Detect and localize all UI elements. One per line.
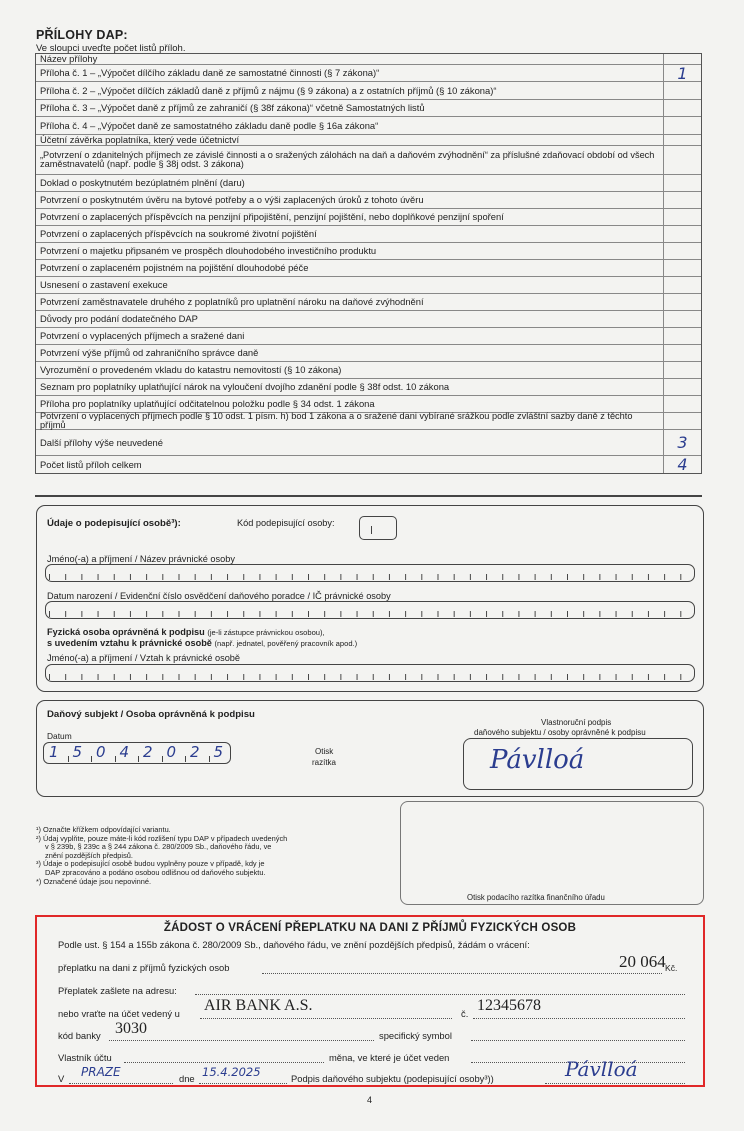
stamp-label-2: razítka [312,758,337,767]
attachment-row [36,456,701,473]
birth-label: Datum narození / Evidenční číslo osvědčení daňového poradce / IČ právnické osoby [47,591,391,601]
footnote-line: *) Označené údaje jsou nepovinné. [36,876,152,886]
place-label: V [58,1073,65,1084]
attachment-count[interactable] [664,243,701,259]
attachment-row [36,82,701,100]
attachment-count[interactable]: 4 [677,455,688,474]
attachment-row [36,379,701,396]
date-label-refund: dne [179,1073,195,1084]
attachment-label: Příloha č. 4 – „Výpočet daně ze samostatného základu daně podle § 16a zákona“ [36,117,664,134]
name-field[interactable] [45,564,695,582]
footnote-line: DAP zpracováno a podáno osobou odlišnou od daňového subjektu. [45,867,266,877]
auth-small-1: (je-li zástupce právnickou osobou), [207,628,325,637]
account-number[interactable]: 12345678 [477,997,541,1014]
attachment-count[interactable] [664,277,701,293]
stamp-label-1: Otisk [315,747,334,756]
refund-signature[interactable]: Pávlloá [565,1057,638,1081]
currency-label: měna, ve které je účet veden [329,1052,450,1063]
attachment-label: Potvrzení o vyplacených příjmech a sražené dani [36,328,664,344]
office-stamp-label: Otisk podacího razítka finančního úřadu [467,893,605,902]
footnotes [36,826,356,886]
date-digit: 0 [96,743,106,761]
refund-request-section [35,915,705,1087]
address-label: Přeplatek zašlete na adresu: [58,985,177,996]
attachment-label: Počet listů příloh celkem [36,456,664,473]
sign-label: Podpis daňového subjektu (podepisující osoby³)) [291,1073,494,1084]
date-label: Datum [47,731,72,741]
attachment-row [36,146,701,175]
attachment-count[interactable] [664,175,701,191]
attachment-row [36,430,701,456]
attachment-label: Seznam pro poplatníky uplatňující nárok na vyloučení dvojího zdanění podle § 38f odst. 10 zákona [36,379,664,395]
attachment-label: Název přílohy [36,54,664,64]
attachment-label: Potvrzení o zaplaceném pojistném na pojištění dlouhodobé péče [36,260,664,276]
attachment-label: Potvrzení o zaplacených příspěvcích na soukromé životní pojištění [36,226,664,242]
attachment-count[interactable] [664,209,701,225]
bank-code-label: kód banky [58,1030,101,1041]
date-digit: 0 [166,743,177,761]
footnote-line: v § 239b, § 239c a § 244 zákona č. 280/2009 Sb., daňového řádu, ve [45,842,272,852]
auth-bold-2: s uvedením vztahu k právnické osobě [47,638,212,648]
attachment-label: Doklad o poskytnutém bezúplatném plnění (daru) [36,175,664,191]
auth-bold-1: Fyzická osoba oprávněná k podpisu [47,627,205,637]
attachment-count[interactable] [664,413,701,429]
attachment-label: Vyrozumění o provedeném vkladu do katastru nemovitostí (§ 10 zákona) [36,362,664,378]
attachment-count[interactable]: 3 [677,433,688,452]
attachment-count[interactable] [664,362,701,378]
attachment-count[interactable] [664,294,701,310]
attachment-row [36,192,701,209]
attachment-label: Příloha č. 2 – „Výpočet dílčích základů daně z příjmů z nájmu (§ 9 zákona) a z ostatních příjmů (§ 10 zákona)“ [36,82,664,99]
name-label: Jméno(-a) a příjmení / Název právnické osoby [47,554,235,564]
subject-title: Daňový subjekt / Osoba oprávněná k podpisu [47,709,255,720]
attachment-row [36,209,701,226]
attachment-row [36,54,701,65]
attachment-row [36,410,701,430]
attachments-title: PŘÍLOHY DAP: [36,28,128,42]
refund-amount[interactable]: 20 064 [619,952,666,971]
signer-title: Údaje o podepisující osobě³): [47,518,181,529]
attachment-label: Potvrzení o poskytnutém úvěru na bytové potřeby a o výši zaplacených úroků z tohoto úvěru [36,192,664,208]
attachment-row [36,311,701,328]
auth-line-2 [47,638,357,648]
auth-line-1 [47,627,325,637]
attachment-count[interactable]: 1 [677,63,688,83]
bank-code[interactable]: 3030 [115,1020,147,1037]
attachment-label: Příloha pro poplatníky uplatňující odčitatelnou položku podle § 34 odst. 1 zákona [36,396,664,412]
bank-name[interactable]: AIR BANK A.S. [204,997,313,1014]
attachment-label: Důvody pro podání dodatečného DAP [36,311,664,327]
attachment-count[interactable] [664,54,701,64]
date-digit: 5 [213,743,224,761]
signer-code-field[interactable] [359,516,397,540]
relation-field[interactable] [45,664,695,682]
attachment-row [36,65,701,82]
place-value[interactable]: PRAZE [81,1065,121,1079]
attachment-row [36,345,701,362]
attachment-row [36,135,701,146]
owner-label: Vlastník účtu [58,1052,112,1063]
attachment-label: „Potvrzení o zdanitelných příjmech ze závislé činnosti a o sražených zálohách na daň a daňovém zvýhodnění“ za příslušné zdaňovací období od všech zaměstnavatelů (např. podle § 38j odst. 3 zákona) [36,146,664,174]
attachments-subtitle: Ve sloupci uveďte počet listů příloh. [36,43,186,54]
attachment-count[interactable] [664,328,701,344]
attachment-row [36,117,701,135]
attachment-count[interactable] [664,226,701,242]
attachment-label: Potvrzení výše příjmů od zahraničního správce daně [36,345,664,361]
birth-field[interactable] [45,601,695,619]
footnote-line: ³) Údaje o podepisující osobě budou vyplněny pouze v případě, kdy je [36,859,265,869]
relation-label: Jméno(-a) a příjmení / Vztah k právnické osobě [47,653,241,663]
attachment-label: Usnesení o zastavení exekuce [36,277,664,293]
date-digit: 2 [143,743,153,761]
attachment-row [36,226,701,243]
attachment-label: Potvrzení o vyplacených příjmech podle § 10 odst. 1 písm. h) bod 1 zákona a o sražené dani vybírané srážkou podle zvláštní sazby daně z těchto příjmů [36,413,664,429]
attachment-label: Potvrzení zaměstnavatele druhého z poplatníků pro uplatnění nároku na daňové zvýhodnění [36,294,664,310]
attachments-table [35,53,702,474]
footnote-line: ¹) Označte křížkem odpovídající variantu. [36,825,171,834]
account-label: nebo vraťte na účet vedený u [58,1008,180,1019]
attachment-count[interactable] [664,117,701,134]
attachment-row [36,277,701,294]
attachment-label: Potvrzení o majetku připsaném ve prospěch dlouhodobého investičního produktu [36,243,664,259]
date-digit: 2 [190,743,200,761]
attachment-row [36,260,701,277]
footnote-line: ²) Údaj vyplňte, pouze máte-li kód rozlišení typu DAP v případech uvedených [36,833,288,843]
attachment-count[interactable] [664,396,701,412]
attachment-count[interactable] [664,345,701,361]
subject-section [36,700,704,797]
attachment-count[interactable] [664,135,701,145]
attachment-row [36,328,701,345]
attachment-row [36,243,701,260]
subject-signature: Pávlloá [490,745,585,775]
specific-symbol-label: specifický symbol [379,1030,452,1041]
signer-section [36,505,704,692]
signature-field[interactable] [463,738,693,790]
overpay-label: přeplatku na dani z příjmů fyzických osob [58,962,230,973]
attachment-count[interactable] [664,100,701,116]
attachment-label: Příloha č. 3 – „Výpočet daně z příjmů ze zahraničí (§ 38f zákona)“ včetně Samostatných listů [36,100,664,116]
attachment-label: Potvrzení o zaplacených příspěvcích na penzijní připojištění, penzijní pojištění, nebo doplňkové penzijní spoření [36,209,664,225]
attachment-label: Příloha č. 1 – „Výpočet dílčího základu daně ze samostatné činnosti (§ 7 zákona)“ [36,65,664,81]
attachment-label: Další přílohy výše neuvedené [36,430,664,455]
attachment-row [36,175,701,192]
attachment-count[interactable] [664,260,701,276]
refund-date[interactable]: 15.4.2025 [202,1065,261,1079]
attachment-row [36,100,701,117]
footnote-line: znění pozdějších předpisů. [45,850,133,860]
date-digit: 4 [119,743,130,761]
account-no-label: č. [461,1008,469,1019]
date-digit: 5 [72,743,83,761]
date-field[interactable] [43,742,231,764]
refund-title: ŽÁDOST O VRÁCENÍ PŘEPLATKU NA DANI Z PŘÍJMŮ FYZICKÝCH OSOB [163,922,577,934]
attachment-count[interactable] [664,192,701,208]
date-digit: 1 [49,743,59,761]
refund-intro: Podle ust. § 154 a 155b zákona č. 280/2009 Sb., daňového řádu, ve znění pozdějších předpisů, žádám o vrácení: [58,939,530,950]
signature-label-2: daňového subjektu / osoby oprávněné k podpisu [474,728,646,737]
auth-small-2: (např. jednatel, pověřený pracovník apod.) [214,639,358,648]
section-divider [35,495,702,497]
office-stamp-box [400,801,704,905]
attachment-count[interactable] [664,311,701,327]
attachment-row [36,362,701,379]
attachment-count[interactable] [664,82,701,99]
attachment-count[interactable] [664,146,701,174]
attachment-label: Účetní závěrka poplatníka, který vede účetnictví [36,135,664,145]
page-number: 4 [367,1095,373,1105]
attachment-row [36,294,701,311]
signer-code-label: Kód podepisující osoby: [237,518,335,528]
signature-label-1: Vlastnoruční podpis [541,718,612,727]
attachment-count[interactable] [664,379,701,395]
refund-currency: Kč. [665,963,678,973]
